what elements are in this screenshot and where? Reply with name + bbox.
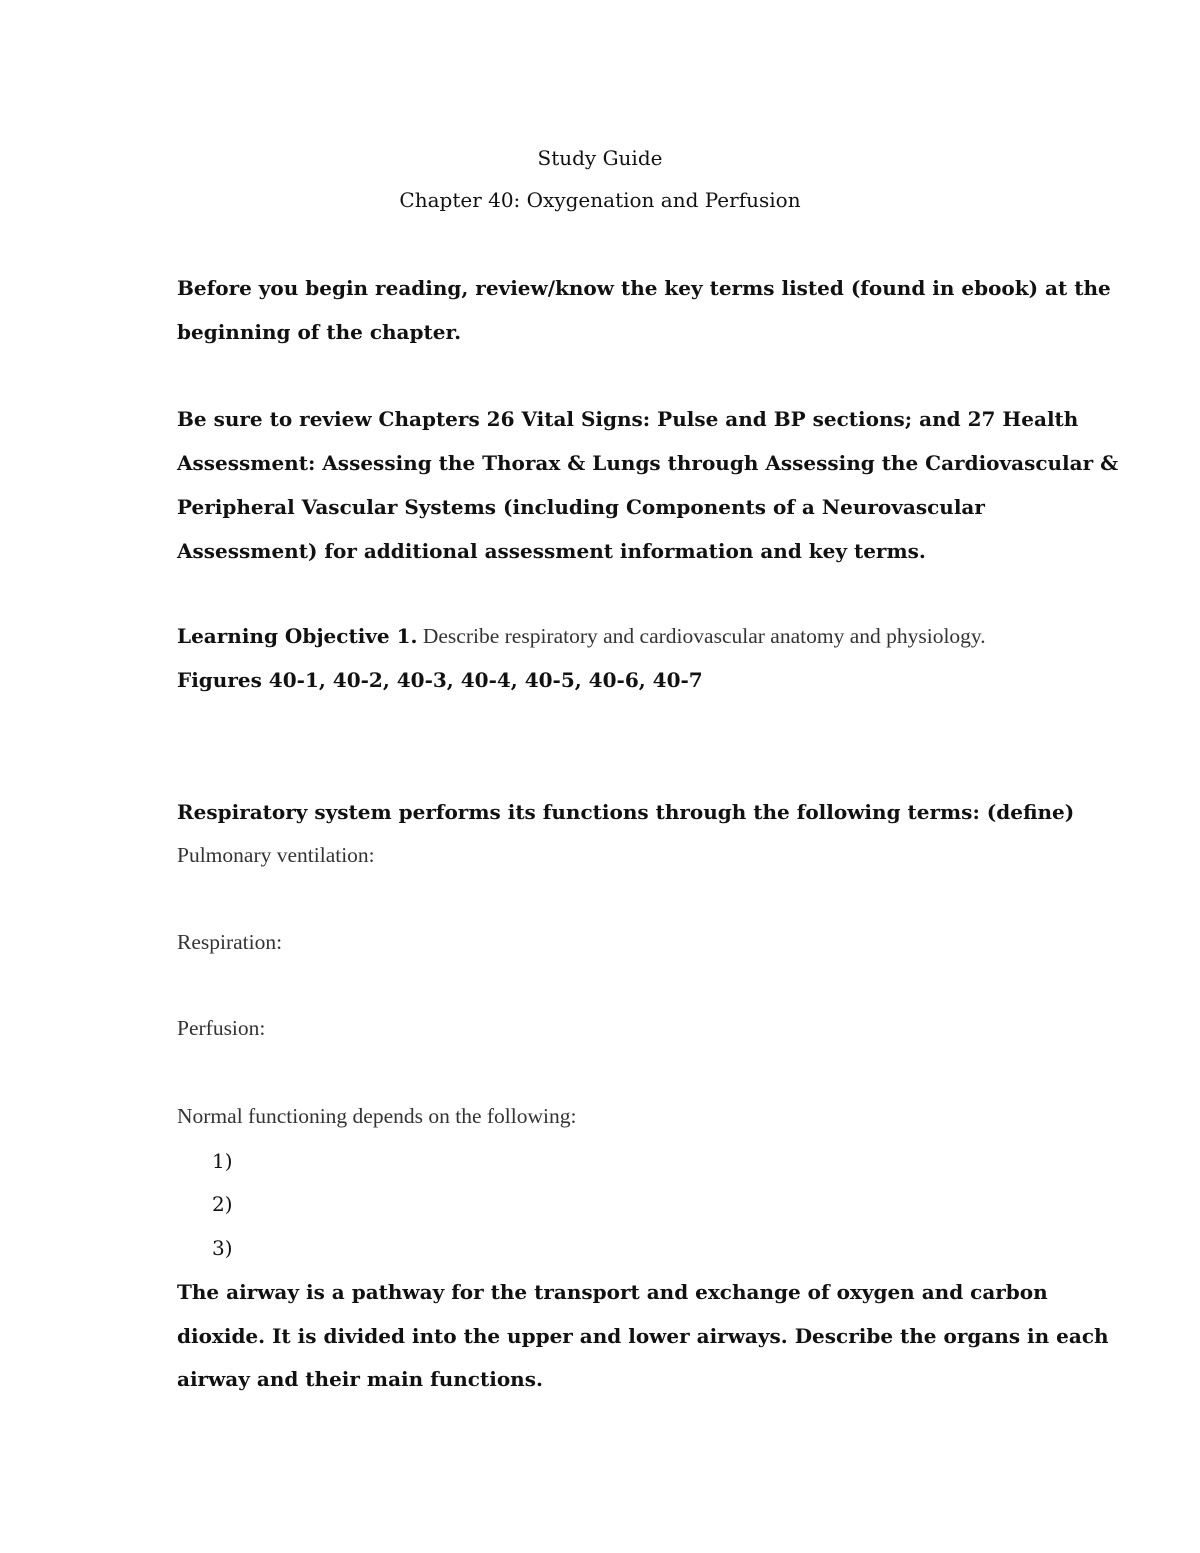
intro-line-2: beginning of the chapter. bbox=[177, 320, 462, 344]
term-perfusion: Perfusion: bbox=[177, 1016, 266, 1040]
review-line-4: Assessment) for additional assessment information and key terms. bbox=[177, 539, 926, 563]
airway-line-3: airway and their main functions. bbox=[177, 1367, 543, 1391]
list-item: 3) bbox=[212, 1236, 233, 1260]
objective-label: Learning Objective 1. bbox=[177, 624, 418, 648]
document-title: Study Guide bbox=[537, 146, 663, 170]
objective-text: Describe respiratory and cardiovascular anatomy and physiology. bbox=[417, 624, 986, 648]
airway-line-2: dioxide. It is divided into the upper and lower airways. Describe the organs in each bbox=[177, 1324, 1109, 1348]
learning-objective-1 bbox=[177, 624, 986, 648]
review-line-3: Peripheral Vascular Systems (including Components of a Neurovascular bbox=[177, 495, 985, 519]
figures-reference: Figures 40-1, 40-2, 40-3, 40-4, 40-5, 40-6, 40-7 bbox=[177, 668, 703, 692]
chapter-title: Chapter 40: Oxygenation and Perfusion bbox=[399, 188, 801, 212]
respiratory-heading: Respiratory system performs its functions through the following terms: (define) bbox=[177, 800, 1075, 824]
airway-line-1: The airway is a pathway for the transport and exchange of oxygen and carbon bbox=[177, 1280, 1048, 1304]
normal-functioning-heading: Normal functioning depends on the following: bbox=[177, 1104, 577, 1128]
review-line-2: Assessment: Assessing the Thorax & Lungs through Assessing the Cardiovascular & bbox=[177, 451, 1119, 475]
list-item: 2) bbox=[212, 1192, 233, 1216]
review-line-1: Be sure to review Chapters 26 Vital Signs: Pulse and BP sections; and 27 Health bbox=[177, 407, 1079, 431]
term-pulmonary-ventilation: Pulmonary ventilation: bbox=[177, 843, 375, 867]
intro-line-1: Before you begin reading, review/know the key terms listed (found in ebook) at the bbox=[177, 276, 1111, 300]
term-respiration: Respiration: bbox=[177, 930, 283, 954]
list-item: 1) bbox=[212, 1149, 233, 1173]
